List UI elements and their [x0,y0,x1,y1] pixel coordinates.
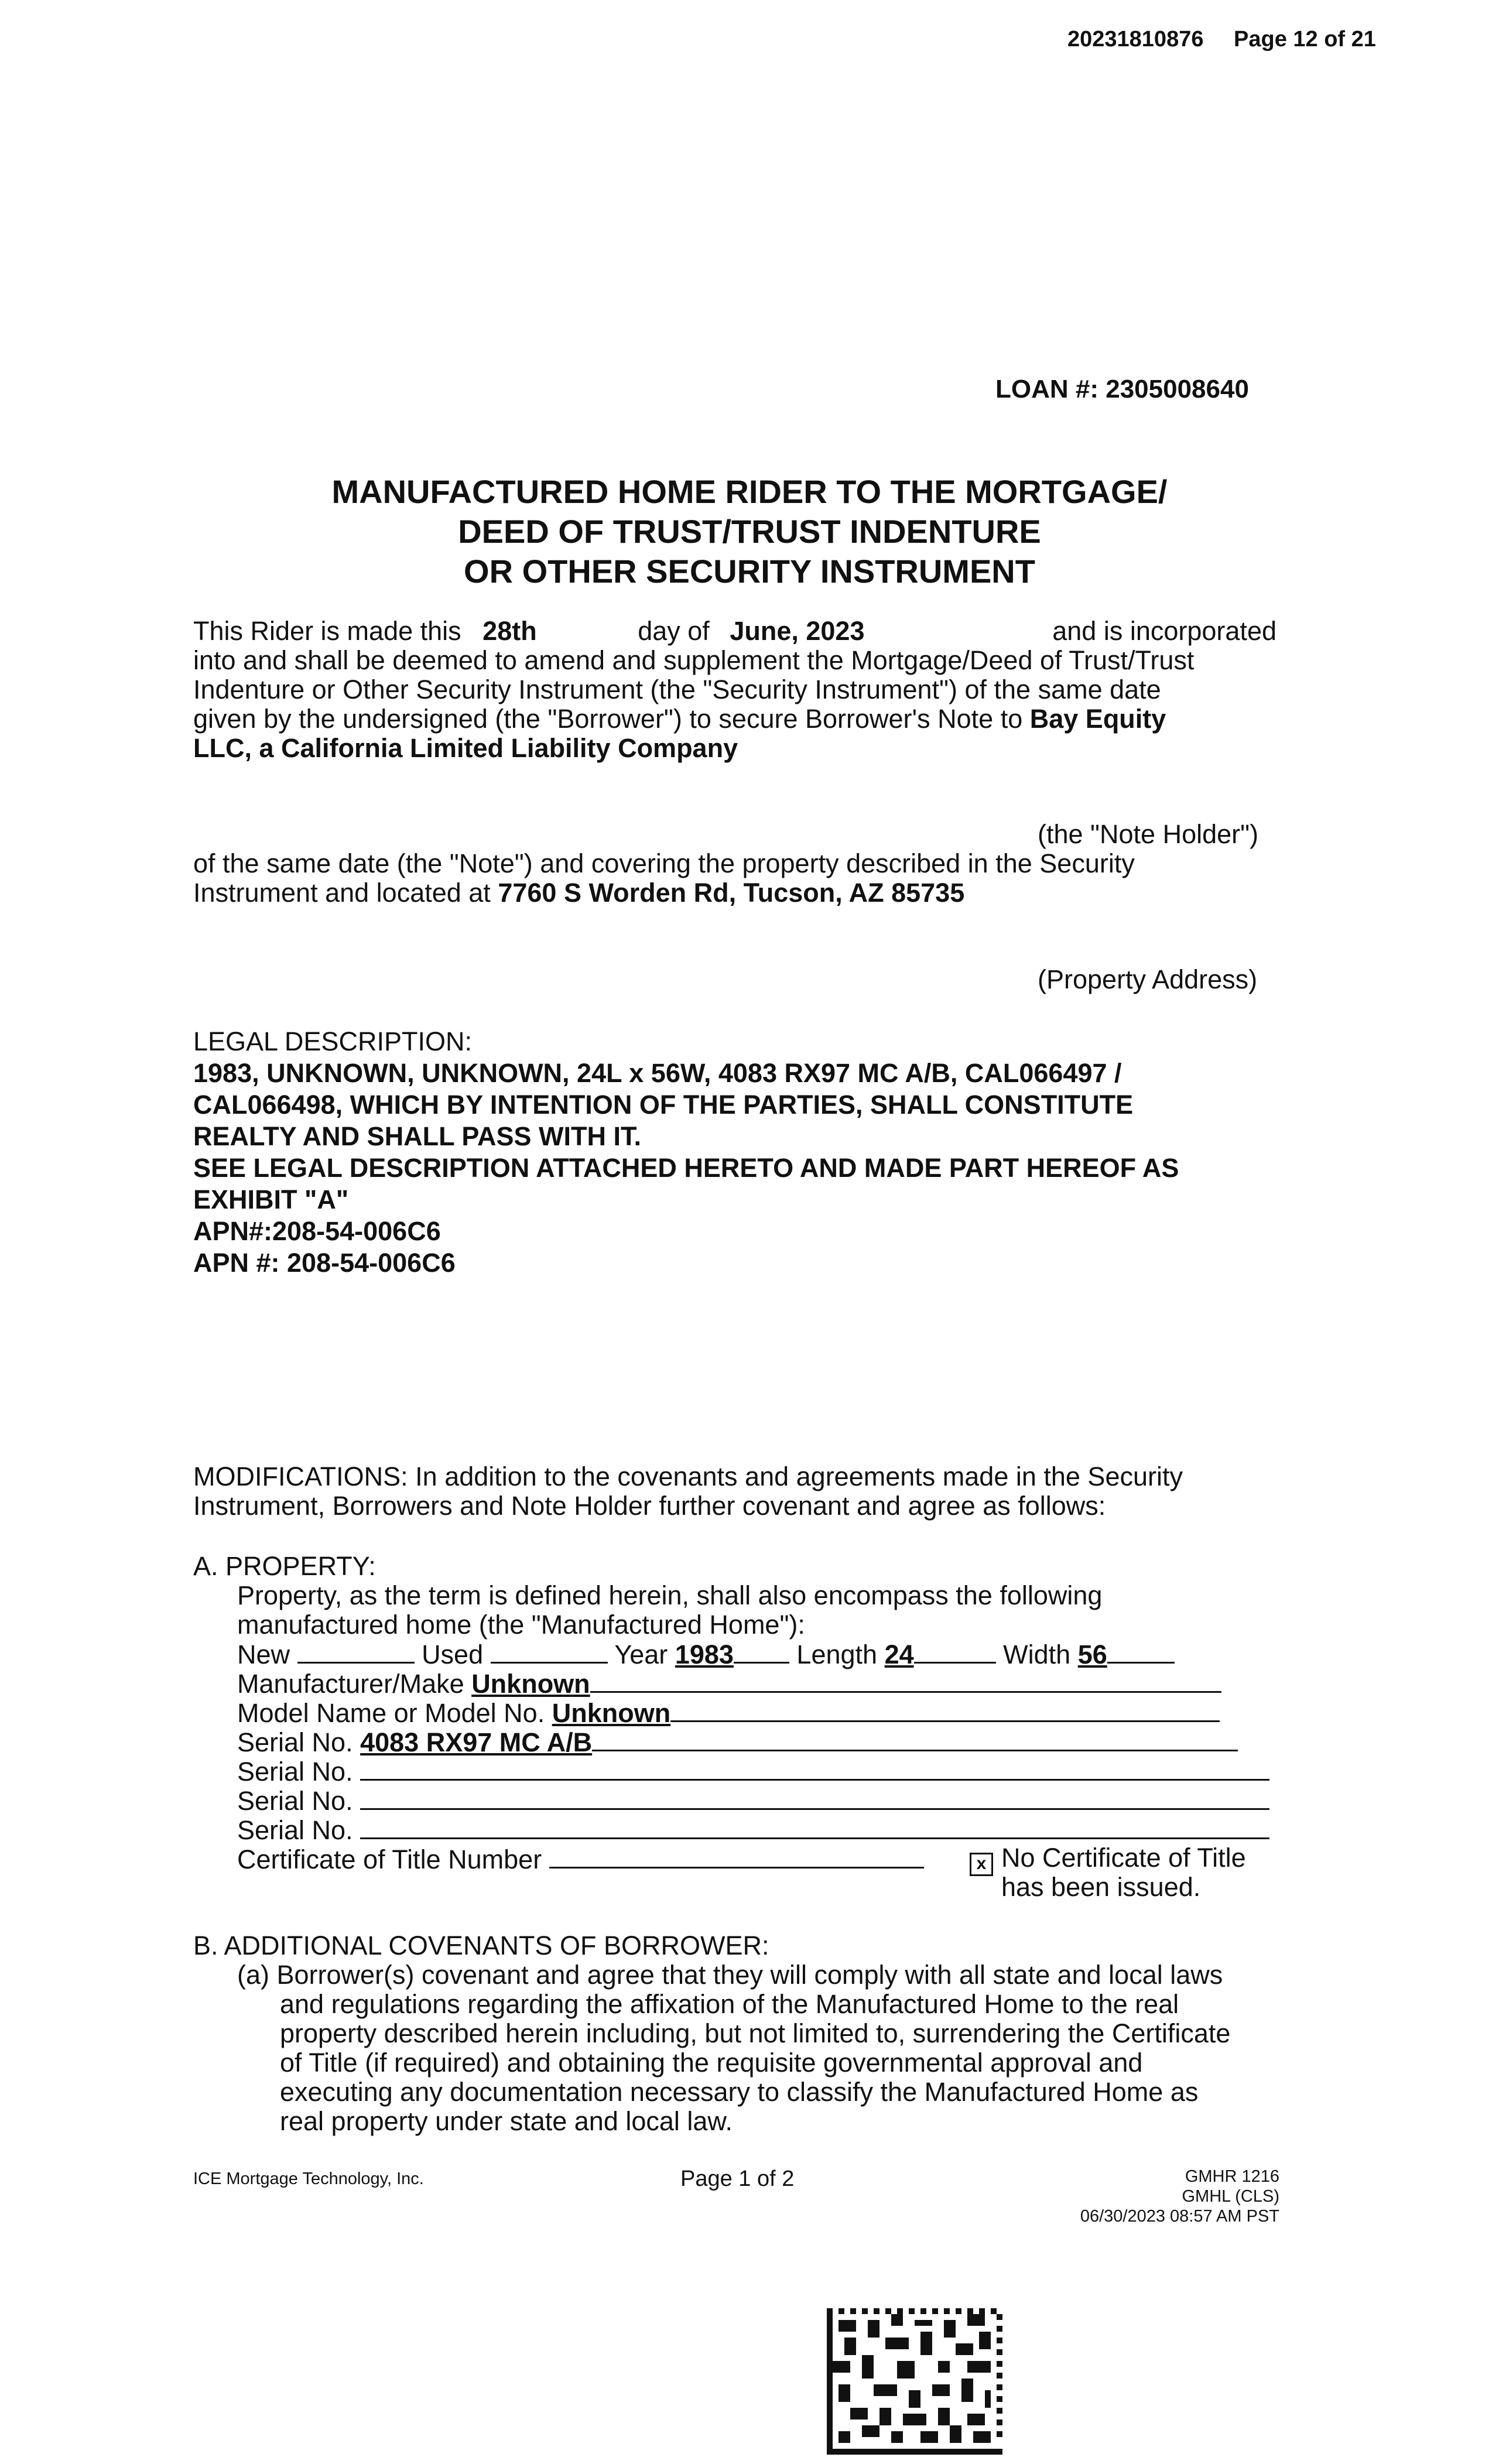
footer-form-info [966,2167,1279,2226]
no-certificate-checkbox[interactable]: x [970,1853,993,1876]
footer-timestamp: 06/30/2023 08:57 AM PST [1080,2207,1279,2226]
serial-label: Serial No. [237,1727,353,1757]
legal-line-4: SEE LEGAL DESCRIPTION ATTACHED HERETO AND MADE PART HEREOF AS [193,1153,1179,1183]
serial-row-3 [237,1785,1269,1816]
serial-row-4 [237,1814,1269,1845]
serial-label-4: Serial No. [237,1815,353,1845]
no-certificate-option [970,1843,1246,1876]
certificate-row [237,1843,924,1874]
intro-date: June, 2023 [730,616,865,646]
section-b-line-6: real property under state and local law. [280,2106,733,2136]
serial-field-4 [360,1814,1269,1839]
title-line-1: MANUFACTURED HOME RIDER TO THE MORTGAGE/ [331,473,1168,510]
intro-line-1 [193,617,1276,646]
footer-page: Page 1 of 2 [680,2167,795,2191]
serial-field-2 [360,1755,1269,1781]
modifications-line-2: Instrument, Borrowers and Note Holder further covenant and agree as follows: [193,1491,1106,1521]
length-field-line [914,1638,996,1664]
section-a-line-1: Property, as the term is defined herein, shall also encompass the following [237,1580,1103,1610]
title-line-3: OR OTHER SECURITY INSTRUMENT [464,553,1035,590]
intro-line-8 [193,878,964,908]
no-certificate-label-2: has been issued. [1001,1872,1201,1902]
legal-line-5: EXHIBIT "A" [193,1185,349,1214]
footer-form-code: GMHR 1216 [1185,2167,1279,2186]
certificate-label: Certificate of Title Number [237,1844,542,1874]
length-value: 24 [884,1640,914,1669]
new-label: New [237,1640,290,1669]
section-b-heading: B. ADDITIONAL COVENANTS OF BORROWER: [193,1931,769,1960]
section-b-line-5: executing any documentation necessary to classify the Manufactured Home as [280,2077,1199,2107]
section-b-line-3: property described herein including, but not limited to, surrendering the Certificate [280,2018,1231,2048]
legal-line-6: APN#:208-54-006C6 [193,1216,441,1246]
length-label: Length [796,1640,878,1669]
width-label: Width [1003,1640,1071,1669]
serial-row-1 [237,1726,1238,1757]
serial-field-3 [360,1785,1269,1810]
page-label: Page 12 of 21 [1234,27,1376,52]
make-field-line [590,1668,1221,1693]
lender-name-part1: Bay Equity [1029,704,1166,734]
intro-line-7: of the same date (the "Note") and covering the property described in the Security [193,848,1135,878]
width-field-line [1107,1638,1175,1664]
model-value: Unknown [552,1698,671,1728]
modifications-line-1: MODIFICATIONS: In addition to the covenants and agreements made in the Security [193,1462,1183,1491]
loan-label: LOAN #: [995,375,1098,403]
year-field-line [734,1638,789,1664]
section-b-line-4: of Title (if required) and obtaining the requisite governmental approval and [280,2048,1143,2078]
used-label: Used [422,1640,484,1669]
no-certificate-label-1: No Certificate of Title [1001,1843,1246,1873]
footer-company: ICE Mortgage Technology, Inc. [193,2169,424,2188]
property-address-label: (Property Address) [1038,964,1258,994]
section-b-line-2: and regulations regarding the affixation of the Manufactured Home to the real [280,1989,1179,2019]
legal-line-1: 1983, UNKNOWN, UNKNOWN, 24L x 56W, 4083 RX97 MC A/B, CAL066497 / [193,1058,1122,1088]
home-specs-row [237,1638,1175,1669]
intro-line-2: into and shall be deemed to amend and supplement the Mortgage/Deed of Trust/Trust [193,645,1195,675]
document-number: 20231810876 [1067,27,1204,52]
model-row [237,1697,1220,1728]
legal-description-label: LEGAL DESCRIPTION: [193,1026,472,1056]
intro-line-4 [193,704,1166,734]
make-label: Manufacturer/Make [237,1669,464,1699]
width-value: 56 [1077,1640,1107,1669]
year-value: 1983 [675,1640,734,1669]
make-value: Unknown [471,1669,590,1699]
certificate-field [549,1843,924,1868]
section-a-heading: A. PROPERTY: [193,1551,376,1581]
intro-located-at: Instrument and located at [193,878,491,908]
section-b-line-1: (a) Borrower(s) covenant and agree that they will comply with all state and local laws [237,1960,1223,1990]
lender-name-part2: LLC, a California Limited Liability Company [193,733,738,763]
intro-incorporated: and is incorporated [1052,616,1276,646]
section-a-line-2: manufactured home (the "Manufactured Home"): [237,1610,805,1640]
intro-secure-text: given by the undersigned (the "Borrower") to secure Borrower's Note to [193,704,1023,734]
used-field [491,1638,608,1664]
serial-label-2: Serial No. [237,1757,353,1787]
year-label: Year [614,1640,668,1669]
serial-row-2 [237,1755,1269,1787]
intro-made-this: This Rider is made this [193,616,461,646]
new-field [297,1638,415,1664]
serial-label-3: Serial No. [237,1786,353,1816]
barcode-icon [827,2308,1002,2455]
intro-line-3: Indenture or Other Security Instrument (the "Security Instrument") of the same date [193,675,1161,704]
legal-line-2: CAL066498, WHICH BY INTENTION OF THE PARTIES, SHALL CONSTITUTE [193,1090,1134,1120]
title-line-2: DEED OF TRUST/TRUST INDENTURE [458,513,1041,550]
make-row [237,1668,1221,1699]
serial-field-line [592,1726,1238,1751]
intro-day: 28th [482,616,537,646]
loan-number [995,375,1249,404]
note-holder-label: (the "Note Holder") [1038,819,1259,849]
property-address: 7760 S Worden Rd, Tucson, AZ 85735 [498,878,965,908]
legal-line-7: APN #: 208-54-006C6 [193,1248,456,1278]
serial-value: 4083 RX97 MC A/B [360,1727,593,1757]
loan-value: 2305008640 [1106,375,1249,403]
footer-form-type: GMHL (CLS) [1182,2187,1279,2206]
model-field-line [670,1697,1220,1722]
legal-line-3: REALTY AND SHALL PASS WITH IT. [193,1121,642,1151]
model-label: Model Name or Model No. [237,1698,545,1728]
intro-day-of: day of [638,616,710,646]
